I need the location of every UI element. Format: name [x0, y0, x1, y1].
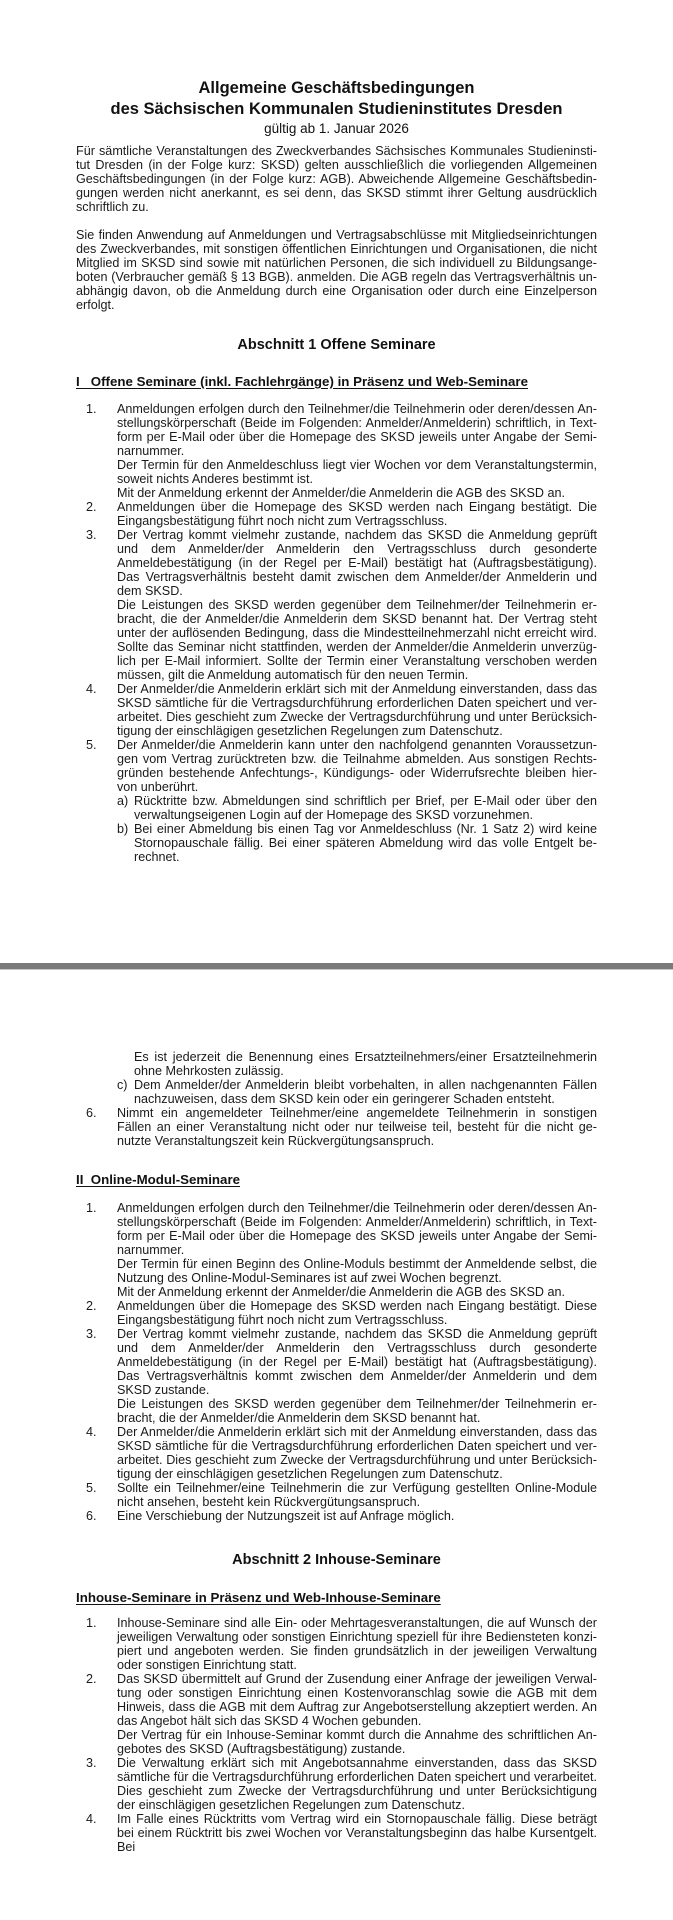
list-item	[76, 1425, 597, 1481]
list-item	[76, 1106, 597, 1148]
sub-list-item	[117, 1078, 597, 1106]
item-number: 1.	[86, 402, 97, 416]
sub-list-item	[117, 822, 597, 864]
item-text: Der Vertrag für ein Inhouse-Seminar kommt durch die Annahme des schriftlichen Angebotes des SKSD (Auftragsbestätigung) zustande.	[117, 1728, 597, 1756]
item-text: Der Termin für einen Beginn des Online-Moduls bestimmt der Anmeldende selbst, die Nutzung des Online-Modul-Seminares ist auf zwei Wochen begrenzt.	[117, 1257, 597, 1285]
part-1-heading: I Offene Seminare (inkl. Fachlehrgänge) in Präsenz und Web-Seminare	[76, 374, 528, 389]
list-item	[76, 1299, 597, 1327]
item-number: 3.	[86, 528, 97, 542]
list-item	[76, 1509, 597, 1523]
item-text: Das SKSD übermittelt auf Grund der Zusendung einer Anfrage der jeweiligen Verwaltung oder sonstigen Einrichtung einen Kostenvoranschlag sowie die AGB mit dem Hinweis, dass die AGB mit dem Auftrag zur Angebotserstellung akzeptiert werden. An das Angebot hält sich das SKSD 4 Wochen gebunden.	[117, 1672, 597, 1728]
list-item	[76, 738, 597, 864]
item-text: Der Termin für den Anmeldeschluss liegt vier Wochen vor dem Veranstaltungstermin, soweit nichts Anderes bestimmt ist.	[117, 458, 597, 486]
list-item	[76, 1201, 597, 1299]
item-text: Anmeldungen erfolgen durch den Teilnehmer/die Teilnehmerin oder deren/dessen Anstellungskörperschaft (Beide im Folgenden: Anmelder/Anmelderin) schriftlich, in Textform per E-Mail oder über die Homepage des SKSD jeweils unter Angabe der Seminarnummer.	[117, 402, 597, 458]
item-number: 1.	[86, 1201, 97, 1215]
item-text: Der Vertrag kommt vielmehr zustande, nachdem das SKSD die Anmeldung geprüft und dem Anmelder/der Anmelderin den Vertragsschluss durch gesonderte Anmeldebestätigung (in der Regel per E-Mail) bestätigt hat (Auftragsbestätigung). Das Vertragsverhältnis kommt zwischen dem Anmelder/der Anmelderin und dem SKSD zustande.	[117, 1327, 597, 1397]
list-item	[76, 500, 597, 528]
sub-item-letter: a)	[117, 794, 129, 808]
section-2-title: Abschnitt 2 Inhouse-Seminare	[232, 1552, 441, 1568]
page-break-separator	[0, 963, 673, 970]
section-2-list	[76, 1616, 597, 1854]
item-number: 4.	[86, 682, 97, 696]
list-item	[76, 1756, 597, 1812]
list-item	[76, 682, 597, 738]
item-number: 3.	[86, 1756, 97, 1770]
list-item	[76, 1327, 597, 1425]
sub-item-letter: c)	[117, 1078, 128, 1092]
part-1-list	[76, 402, 597, 864]
item-number: 2.	[86, 1672, 97, 1686]
item-text: Mit der Anmeldung erkennt der Anmelder/die Anmelderin die AGB des SKSD an.	[117, 1285, 566, 1299]
sub-item-text: Dem Anmelder/der Anmelderin bleibt vorbehalten, in allen nachgenannten Fällen nachzuweisen, dass dem SKSD kein oder ein geringerer Schaden entsteht.	[134, 1078, 597, 1106]
document-header	[76, 78, 597, 137]
document-title-line-2: des Sächsischen Kommunalen Studieninstitutes Dresden	[110, 100, 563, 118]
item-number: 5.	[86, 1481, 97, 1495]
intro-paragraph-1: Für sämtliche Veranstaltungen des Zweckverbandes Sächsisches Kommunales Studieninstitut Dresden (in der Folge kurz: SKSD) gelten ausschließlich die vorliegenden Allgemeinen Geschäftsbedingungen (in der Folge kurz: AGB). Abweichende Allgemeine Geschäftsbedingungen werden nicht anerkannt, es sei denn, das SKSD stimmt ihrer Geltung ausdrücklich schriftlich zu.	[76, 144, 597, 214]
item-number: 4.	[86, 1812, 97, 1826]
item-number: 5.	[86, 738, 97, 752]
document-page-2	[0, 971, 673, 1920]
item-text: Anmeldungen über die Homepage des SKSD werden nach Eingang bestätigt. Die Eingangsbestätigung führt noch nicht zum Vertragsschluss.	[117, 500, 597, 528]
document-title-line-1: Allgemeine Geschäftsbedingungen	[198, 79, 475, 97]
list-item	[76, 402, 597, 500]
item-text: Die Verwaltung erklärt sich mit Angebotsannahme einverstanden, dass das SKSD sämtliche für die Vertragsdurchführung erforderlichen Daten speichert und verarbeitet. Dies geschieht zum Zwecke der Vertragsdurchführung und unter Berücksichtigung der einschlägigen gesetzlichen Regelungen zum Datenschutz.	[117, 1756, 597, 1812]
item-text: Eine Verschiebung der Nutzungszeit ist auf Anfrage möglich.	[117, 1509, 455, 1523]
item-text: Sollte ein Teilnehmer/eine Teilnehmerin die zur Verfügung gestellten Online-Module nicht ansehen, besteht kein Rückvergütungsanspruch.	[117, 1481, 597, 1509]
item-number: 4.	[86, 1425, 97, 1439]
item-number: 6.	[86, 1106, 97, 1120]
item-number: 6.	[86, 1509, 97, 1523]
item-number: 3.	[86, 1327, 97, 1341]
part-1-continuation	[76, 1050, 597, 1148]
validity-date: gültig ab 1. Januar 2026	[264, 121, 409, 136]
sub-list-item	[117, 794, 597, 822]
intro-paragraph-2: Sie finden Anwendung auf Anmeldungen und Vertragsabschlüsse mit Mitgliedseinrichtungen des Zweckverbandes, mit sonstigen öffentlichen Einrichtungen und Organisationen, die nicht Mitglied im SKSD sind sowie mit natürlichen Personen, die sich individuell zu Bildungsangeboten (Verbraucher gemäß § 13 BGB). anmelden. Die AGB regeln das Vertragsverhältnis unabhängig davon, ob die Anmeldung durch eine Organisation oder durch eine Einzelperson erfolgt.	[76, 228, 597, 312]
item-text: Der Vertrag kommt vielmehr zustande, nachdem das SKSD die Anmeldung geprüft und dem Anmelder/der Anmelderin den Vertragsschluss durch gesonderte Anmeldebestätigung (in der Regel per E-Mail) bestätigt hat (Auftragsbestätigung). Das Vertragsverhältnis besteht damit zwischen dem Anmelder/der Anmelderin und dem SKSD.	[117, 528, 597, 598]
item-text: Der Anmelder/die Anmelderin erklärt sich mit der Anmeldung einverstanden, dass das SKSD sämtliche für die Vertragsdurchführung erforderlichen Daten speichert und verarbeitet. Dies geschieht zum Zwecke der Vertragsdurchführung und unter Berücksichtigung der einschlägigen gesetzlichen Regelungen zum Datenschutz.	[117, 1425, 597, 1481]
item-text: Anmeldungen erfolgen durch den Teilnehmer/die Teilnehmerin oder deren/dessen Anstellungskörperschaft (Beide im Folgenden: Anmelder/Anmelderin) schriftlich, in Textform per E-Mail oder über die Homepage des SKSD jeweils unter Angabe der Seminarnummer.	[117, 1201, 597, 1257]
item-number: 2.	[86, 500, 97, 514]
sub-item-text: Rücktritte bzw. Abmeldungen sind schriftlich per Brief, per E-Mail oder über den verwaltungseigenen Login auf der Homepage des SKSD vorzunehmen.	[134, 794, 597, 822]
item-text: Anmeldungen über die Homepage des SKSD werden nach Eingang bestätigt. Diese Eingangsbestätigung führt noch nicht zum Vertragsschluss.	[117, 1299, 597, 1327]
item-text: Im Falle eines Rücktritts vom Vertrag wird ein Stornopauschale fällig. Diese beträgt bei einem Rücktritt bis zwei Wochen vor Veranstaltungsbeginn das halbe Kursentgelt. Bei	[117, 1812, 597, 1854]
list-item	[76, 528, 597, 682]
sub-item-b-continuation: Es ist jederzeit die Benennung eines Ersatzteilnehmers/einer Ersatzteilnehmerin ohne Mehrkosten zulässig.	[134, 1050, 597, 1078]
list-item	[76, 1672, 597, 1756]
section-1-title: Abschnitt 1 Offene Seminare	[237, 337, 436, 353]
item-text: Der Anmelder/die Anmelderin erklärt sich mit der Anmeldung einverstanden, dass das SKSD sämtliche für die Vertragsdurchführung erforderlichen Daten speichert und verarbeitet. Dies geschieht zum Zwecke der Vertragsdurchführung und unter Berücksichtigung der einschlägigen gesetzlichen Regelungen zum Datenschutz.	[117, 682, 597, 738]
item-text: Die Leistungen des SKSD werden gegenüber dem Teilnehmer/der Teilnehmerin erbracht, die der Anmelder/die Anmelderin dem SKSD benannt hat.	[117, 1397, 597, 1425]
item-text: Der Anmelder/die Anmelderin kann unter den nachfolgend genannten Voraussetzungen vom Vertrag zurücktreten bzw. die Teilnahme abmelden. Aus sonstigen Rechtsgründen bestehende Anfechtungs-, Kündigungs- oder Widerrufsrechte bleiben hiervon unberührt.	[117, 738, 597, 794]
item-text: Die Leistungen des SKSD werden gegenüber dem Teilnehmer/der Teilnehmerin erbracht, die der Anmelder/die Anmelderin dem SKSD benannt hat. Der Vertrag steht unter der auflösenden Bedingung, dass die Mindestteilnehmerzahl nicht erreicht wird. Sollte das Seminar nicht stattfinden, werden der Anmelder/die Anmelderin unverzüglich per E-Mail informiert. Sollte der Termin einer Veranstaltung verschoben werden müssen, gilt die Anmeldung automatisch für den neuen Termin.	[117, 598, 597, 682]
list-item	[76, 1812, 597, 1854]
list-item	[76, 1616, 597, 1672]
item-number: 1.	[86, 1616, 97, 1630]
item-number: 2.	[86, 1299, 97, 1313]
item-text: Mit der Anmeldung erkennt der Anmelder/die Anmelderin die AGB des SKSD an.	[117, 486, 566, 500]
part-2-list	[76, 1201, 597, 1523]
item-text: Nimmt ein angemeldeter Teilnehmer/eine angemeldete Teilnehmerin in sonstigen Fällen an einer Veranstaltung nicht oder nur teilweise teil, besteht für die nicht genutzte Veranstaltungszeit kein Rückvergütungsanspruch.	[117, 1106, 597, 1148]
sub-item-letter: b)	[117, 822, 129, 836]
sub-item-text: Bei einer Abmeldung bis einen Tag vor Anmeldeschluss (Nr. 1 Satz 2) wird keine Stornopauschale fällig. Bei einer späteren Abmeldung wird das volle Entgelt berechnet.	[134, 822, 597, 864]
part-2-heading: II Online-Modul-Seminare	[76, 1172, 241, 1187]
item-text: Inhouse-Seminare sind alle Ein- oder Mehrtagesveranstaltungen, die auf Wunsch der jeweiligen Verwaltung oder sonstigen Einrichtung speziell für ihre Bediensteten konzipiert und angeboten werden. Sie finden grundsätzlich in der jeweiligen Verwaltung oder sonstigen Einrichtung statt.	[117, 1616, 597, 1672]
list-item	[76, 1481, 597, 1509]
section-2-heading: Inhouse-Seminare in Präsenz und Web-Inhouse-Seminare	[76, 1590, 441, 1605]
